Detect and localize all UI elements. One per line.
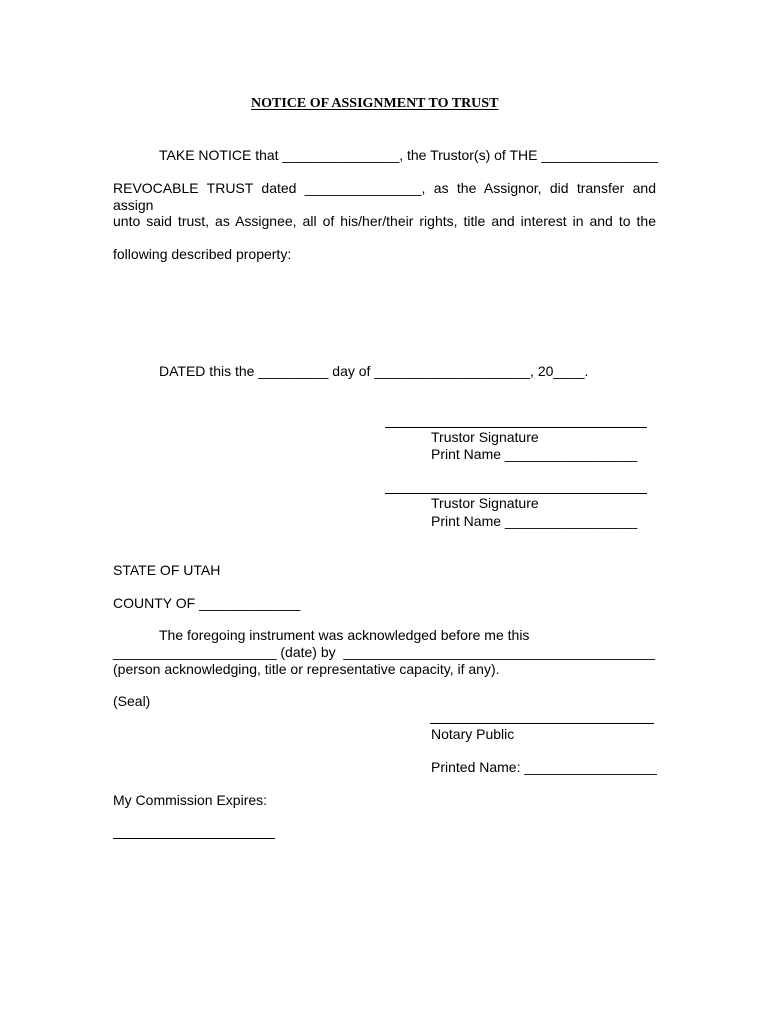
acknowledgment-line-1: The foregoing instrument was acknowledged before me this	[159, 627, 530, 643]
trustor-signature-line-1	[385, 427, 647, 428]
notice-line-1: TAKE NOTICE that _______________, the Trustor(s) of THE _______________	[159, 147, 659, 163]
commission-expires-line	[113, 838, 275, 839]
dated-line: DATED this the _________ day of ____________________, 20____.	[159, 363, 589, 379]
notary-printed-name: Printed Name: _________________	[431, 759, 657, 775]
seal-label: (Seal)	[113, 693, 151, 709]
commission-expires-label: My Commission Expires:	[113, 792, 268, 808]
state-line: STATE OF UTAH	[113, 562, 221, 578]
acknowledgment-line-3: (person acknowledging, title or representative capacity, if any).	[113, 661, 500, 677]
trustor-signature-label-1: Trustor Signature	[431, 429, 539, 445]
trustor-signature-label-2: Trustor Signature	[431, 495, 539, 511]
trustor-print-name-2: Print Name _________________	[431, 513, 638, 529]
acknowledgment-line-2: _____________________ (date) by ________________________________________	[113, 644, 655, 660]
notice-line-3: unto said trust, as Assignee, all of his/her/their rights, title and interest in and to the	[113, 213, 656, 229]
notary-public-label: Notary Public	[431, 726, 515, 742]
county-line: COUNTY OF _____________	[113, 595, 301, 611]
notice-line-4: following described property:	[113, 246, 292, 262]
trustor-print-name-1: Print Name _________________	[431, 446, 638, 462]
notice-line-2: REVOCABLE TRUST dated _______________, as the Assignor, did transfer and assign	[113, 180, 656, 213]
document-title: NOTICE OF ASSIGNMENT TO TRUST	[251, 96, 499, 111]
trustor-signature-line-2	[385, 493, 647, 494]
notary-signature-line	[430, 723, 654, 724]
